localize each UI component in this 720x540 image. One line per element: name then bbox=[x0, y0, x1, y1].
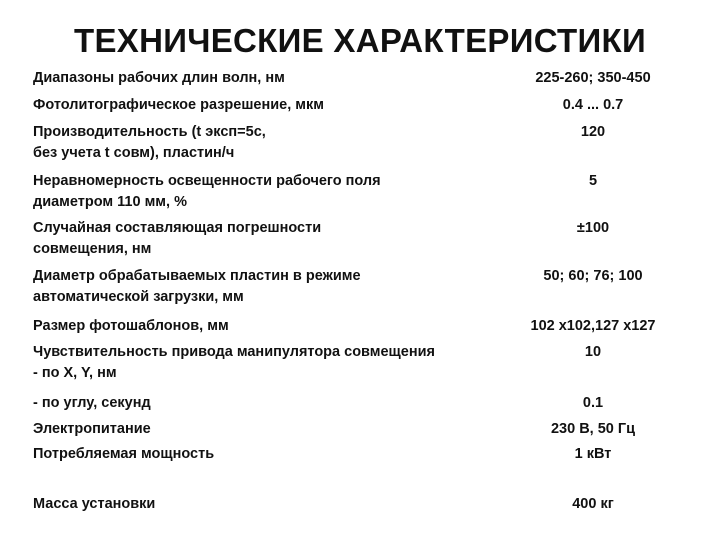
param-label-manipulator-sensitivity-angle: - по углу, секунд bbox=[33, 395, 151, 411]
param-value-power-supply: 230 В, 50 Гц bbox=[550, 421, 636, 437]
param-label-power-supply: Электропитание bbox=[33, 421, 151, 437]
param-value-wafer-diameter: 50; 60; 76; 100 bbox=[543, 268, 643, 284]
param-value-resolution: 0.4 ... 0.7 bbox=[562, 97, 624, 113]
param-value-mass: 400 кг bbox=[572, 496, 614, 512]
param-label-wafer-diameter: Диаметр обрабатываемых пластин в режиме автоматической загрузки, мм bbox=[33, 268, 361, 305]
param-value-alignment-error: ±100 bbox=[576, 220, 610, 236]
param-value-power-consumption: 1 кВт bbox=[574, 446, 612, 462]
page-title: ТЕХНИЧЕСКИЕ ХАРАКТЕРИСТИКИ bbox=[74, 22, 646, 59]
param-label-illumination-nonuniformity: Неравномерность освещенности рабочего поля диаметром 110 мм, % bbox=[33, 173, 381, 210]
param-value-photomask-size: 102 х102,127 х127 bbox=[530, 318, 656, 334]
param-label-resolution: Фотолитографическое разрешение, мкм bbox=[33, 97, 324, 113]
param-value-manipulator-sensitivity-xy: 10 bbox=[584, 344, 602, 360]
param-value-wavelength: 225-260; 350-450 bbox=[535, 70, 651, 86]
param-label-throughput: Производительность (t эксп=5с, без учета t совм), пластин/ч bbox=[33, 124, 266, 161]
param-value-manipulator-sensitivity-angle: 0.1 bbox=[582, 395, 604, 411]
param-label-wavelength: Диапазоны рабочих длин волн, нм bbox=[33, 70, 285, 86]
param-value-throughput: 120 bbox=[580, 124, 606, 140]
param-value-illumination-nonuniformity: 5 bbox=[588, 173, 598, 189]
param-label-manipulator-sensitivity-xy: Чувствительность привода манипулятора совмещения - по X, Y, нм bbox=[33, 344, 435, 381]
param-label-photomask-size: Размер фотошаблонов, мм bbox=[33, 318, 229, 334]
param-label-alignment-error: Случайная составляющая погрешности совмещения, нм bbox=[33, 220, 322, 257]
param-label-power-consumption: Потребляемая мощность bbox=[33, 446, 215, 462]
param-label-mass: Масса установки bbox=[33, 496, 156, 512]
